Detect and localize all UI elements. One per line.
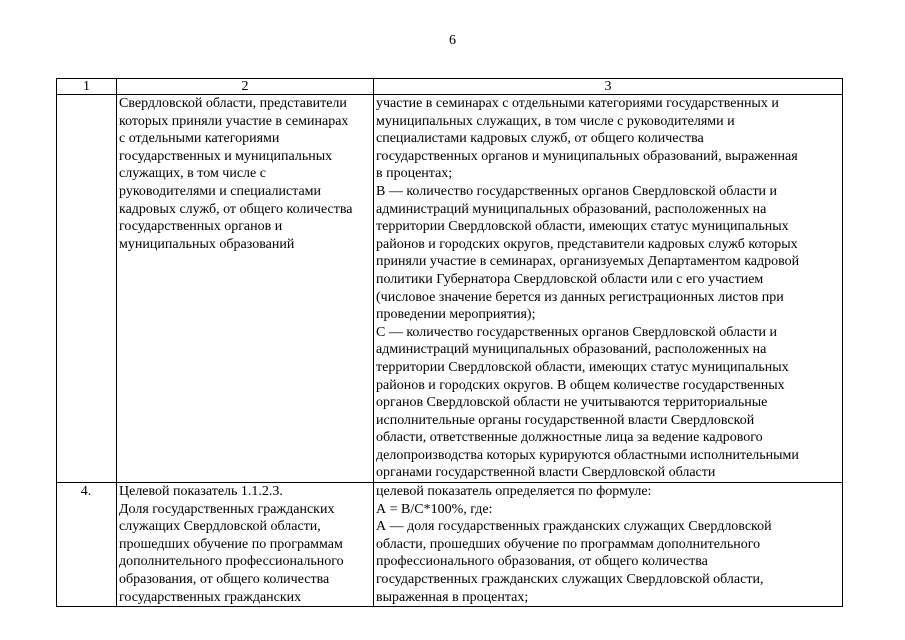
text-line: образования, от общего количества — [119, 572, 330, 588]
text-line: А — доля государственных гражданских служащих Свердловской — [376, 519, 772, 535]
formula-cell — [374, 95, 843, 483]
header-col-3: 3 — [374, 79, 843, 95]
text-line: дополнительного профессионального — [119, 554, 344, 570]
text-line: профессионального образования, от общего количества — [376, 554, 708, 570]
text-line: специалистами кадровых служб, от общего количества — [376, 131, 704, 147]
text-line: территории Свердловской области, имеющих статус муниципальных — [376, 359, 789, 375]
text-line: политики Губернатора Свердловской области или с его участием — [376, 271, 764, 287]
text-line: с отдельными категориями — [119, 131, 280, 147]
text-line: территории Свердловской области, имеющих статус муниципальных — [376, 219, 789, 235]
text-line: области, ответственные должностные лица за ведение кадрового — [376, 430, 763, 446]
text-line: делопроизводства которых курируются областными исполнительными — [376, 447, 799, 463]
text-line: А = В/С*100%, где: — [376, 501, 493, 517]
text-line: кадровых служб, от общего количества — [119, 201, 353, 217]
text-line: приняли участие в семинарах, организуемых Департаментом кадровой — [376, 254, 800, 270]
text-line: государственных органов и муниципальных образований, выраженная — [376, 148, 798, 164]
text-line: государственных органов и — [119, 219, 283, 235]
text-line: Целевой показатель 1.1.2.3. — [119, 484, 283, 500]
text-line: проведении мероприятия); — [376, 307, 536, 323]
text-line: исполнительные органы государственной власти Свердловской — [376, 412, 755, 428]
text-line: прошедших обучение по программам — [119, 536, 343, 552]
header-col-1: 1 — [57, 79, 117, 95]
row-number: 4. — [57, 483, 117, 607]
text-line: области, прошедших обучение по программам дополнительного — [376, 536, 761, 552]
indicator-cell — [117, 483, 374, 607]
text-line: Доля государственных гражданских — [119, 501, 335, 517]
page-number: 6 — [449, 33, 456, 48]
text-line: служащих Свердловской области, — [119, 519, 321, 535]
text-line: муниципальных образований — [119, 236, 295, 252]
table-row — [57, 483, 843, 607]
text-line: В — количество государственных органов Свердловской области и — [376, 183, 778, 199]
text-line: служащих, в том числе с — [119, 166, 266, 182]
indicator-cell — [117, 95, 374, 483]
formula-cell — [374, 483, 843, 607]
text-line: (числовое значение берется из данных регистрационных листов при — [376, 289, 784, 305]
table-row — [57, 95, 843, 483]
text-line: участие в семинарах с отдельными категориями государственных и — [376, 96, 779, 111]
text-line: Свердловской области, представители — [119, 96, 347, 111]
text-line: органами государственной власти Свердловской области — [376, 465, 716, 481]
header-col-2: 2 — [117, 79, 374, 95]
text-line: муниципальных служащих, в том числе с руководителями и — [376, 113, 735, 129]
text-line: руководителями и специалистами — [119, 183, 322, 199]
text-line: районов и городских округов, представители кадровых служб которых — [376, 236, 798, 252]
text-line: выраженная в процентах; — [376, 589, 529, 605]
text-line: государственных гражданских служащих Свердловской области, — [376, 572, 764, 588]
text-line: С — количество государственных органов Свердловской области и — [376, 324, 778, 340]
indicators-table — [56, 78, 843, 607]
text-line: которых приняли участие в семинарах — [119, 113, 349, 129]
row-number — [57, 95, 117, 483]
text-line: государственных гражданских — [119, 589, 302, 605]
text-line: администраций муниципальных образований, расположенных на — [376, 201, 767, 217]
text-line: районов и городских округов. В общем количестве государственных — [376, 377, 785, 393]
text-line: в процентах; — [376, 166, 453, 182]
text-line: органов Свердловской области не учитываются территориальные — [376, 395, 768, 411]
text-line: администраций муниципальных образований, расположенных на — [376, 342, 767, 358]
text-line: целевой показатель определяется по формуле: — [376, 484, 652, 500]
text-line: государственных и муниципальных — [119, 148, 333, 164]
table-header-row — [57, 79, 843, 95]
